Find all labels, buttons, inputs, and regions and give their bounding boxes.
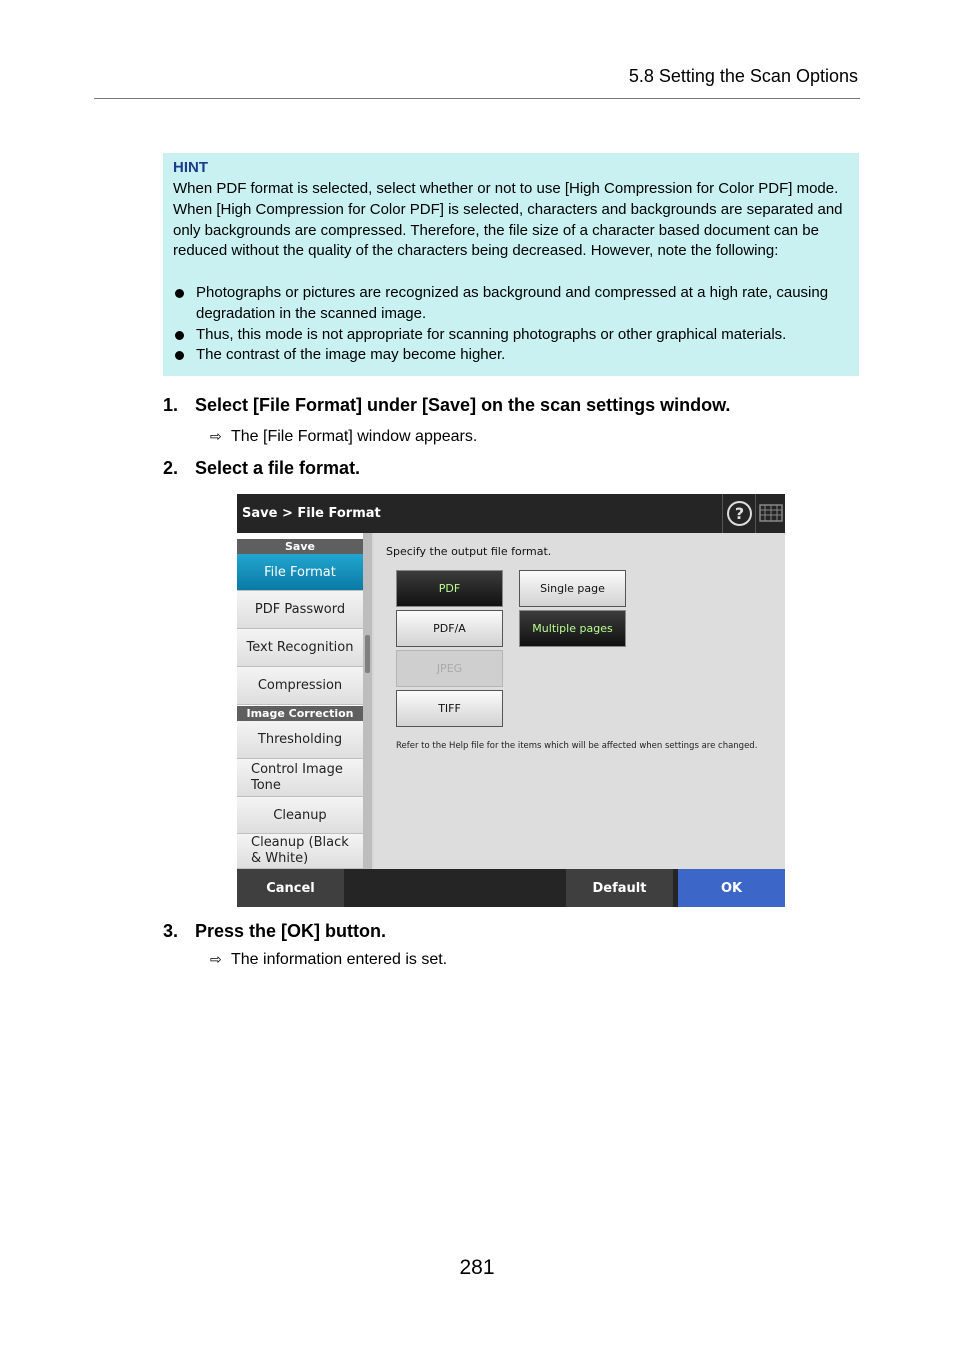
hint-bullet: [173, 283, 849, 325]
result-text: The [File Format] window appears.: [231, 428, 478, 445]
sidebar-item-cleanup-black-white[interactable]: Cleanup (Black & White): [237, 834, 363, 869]
window-title: Save > File Format: [242, 506, 381, 521]
bullet-icon: [175, 351, 184, 360]
sidebar-item-cleanup[interactable]: Cleanup: [237, 797, 363, 834]
step-3-result: [210, 951, 447, 969]
format-tiff-button[interactable]: TIFF: [396, 690, 503, 727]
step-number: 3.: [163, 921, 179, 941]
sidebar-item-file-format[interactable]: File Format: [237, 554, 363, 591]
bullet-icon: [175, 331, 184, 340]
hint-bullet-text: The contrast of the image may become higher.: [196, 346, 506, 364]
default-button[interactable]: Default: [566, 869, 673, 907]
sidebar-item-thresholding[interactable]: Thresholding: [237, 721, 363, 759]
bullet-icon: [175, 289, 184, 298]
hint-bullet-list: [173, 283, 849, 366]
step-1: [163, 395, 730, 416]
hint-title: HINT: [173, 159, 208, 176]
help-note: Refer to the Help file for the items which will be affected when settings are changed.: [396, 741, 758, 751]
file-format-panel: [374, 533, 785, 869]
hint-bullet-text: Photographs or pictures are recognized as background and compressed at a high rate, causing degradation in the scanned image.: [196, 284, 829, 322]
step-text: Press the [OK] button.: [195, 921, 387, 941]
hint-bullet: [173, 325, 849, 346]
keyboard-button[interactable]: [755, 494, 785, 533]
hint-bullet-text: Thus, this mode is not appropriate for scanning photographs or other graphical materials.: [196, 325, 787, 343]
help-icon: ?: [727, 501, 752, 526]
single-page-button[interactable]: Single page: [519, 570, 626, 607]
sidebar-scrollbar[interactable]: [363, 533, 372, 869]
sidebar-item-control-image-tone[interactable]: Control Image Tone: [237, 759, 363, 797]
settings-sidebar: [237, 533, 363, 869]
help-button[interactable]: [722, 494, 755, 533]
step-text: Select a file format.: [195, 458, 361, 478]
hint-bullet: [173, 345, 849, 366]
format-pdfa-button[interactable]: PDF/A: [396, 610, 503, 647]
sidebar-scroll-thumb[interactable]: [365, 635, 370, 673]
multiple-pages-button[interactable]: Multiple pages: [519, 610, 626, 647]
file-format-screenshot: [237, 494, 785, 907]
sidebar-group-image-correction: Image Correction: [237, 706, 363, 721]
sidebar-item-pdf-password[interactable]: PDF Password: [237, 591, 363, 629]
step-3: [163, 921, 386, 942]
header-rule: [94, 98, 860, 99]
step-2: [163, 458, 360, 479]
page-number: 281: [459, 1256, 495, 1279]
format-jpeg-button[interactable]: JPEG: [396, 650, 503, 687]
result-arrow-icon: ⇨: [210, 951, 222, 967]
hint-paragraph: When PDF format is selected, select whether or not to use [High Compression for Color PDF] mode. When [High Compression for Color PDF] is selected, characters and backgrounds are separated and only backgrounds are compressed. Therefore, the file size of a character based document can be reduced without the quality of the characters being decreased. However, note the following:: [173, 180, 843, 260]
keyboard-icon: [759, 504, 783, 522]
sidebar-item-compression[interactable]: Compression: [237, 667, 363, 705]
step-1-result: [210, 428, 477, 446]
sidebar-group-save: Save: [237, 539, 363, 554]
result-text: The information entered is set.: [231, 951, 448, 968]
cancel-button[interactable]: Cancel: [237, 869, 344, 907]
hint-box: [163, 153, 859, 376]
header-title: 5.8 Setting the Scan Options: [628, 66, 858, 86]
ok-button[interactable]: OK: [678, 869, 785, 907]
step-number: 2.: [163, 458, 179, 478]
step-text: Select [File Format] under [Save] on the scan settings window.: [195, 395, 731, 415]
title-bar: [237, 494, 785, 533]
format-pdf-button[interactable]: PDF: [396, 570, 503, 607]
result-arrow-icon: ⇨: [210, 428, 222, 444]
sidebar-item-text-recognition[interactable]: Text Recognition: [237, 629, 363, 667]
instruction-text: Specify the output file format.: [386, 545, 552, 558]
action-bar: [237, 869, 785, 907]
step-number: 1.: [163, 395, 179, 415]
